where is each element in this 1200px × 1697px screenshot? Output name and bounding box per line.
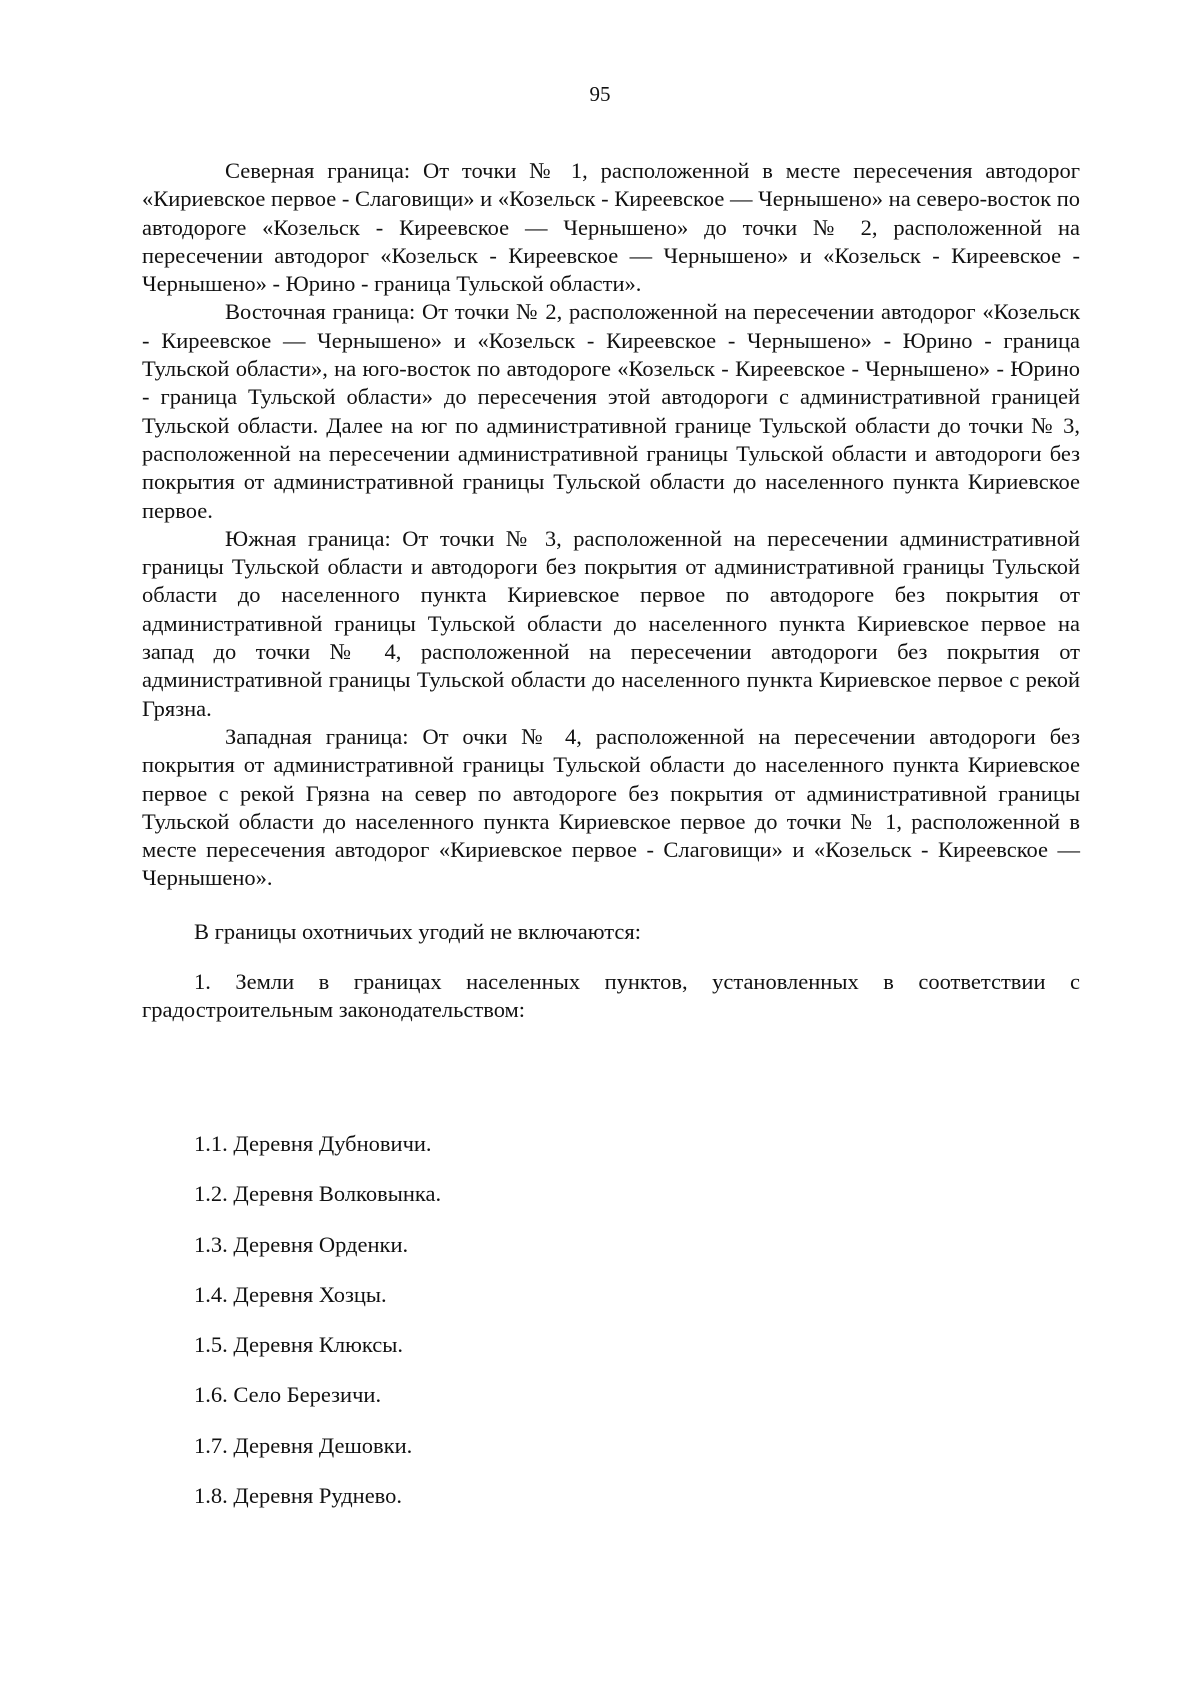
exclusions-intro-block: [142, 918, 1080, 946]
list-item: 1.3. Деревня Орденки.: [194, 1231, 409, 1257]
list-item: 1.7. Деревня Дешовки.: [194, 1432, 413, 1458]
page-number: 95: [589, 82, 611, 106]
list-item: 1.2. Деревня Волковынка.: [194, 1181, 442, 1207]
list-item: 1.1. Деревня Дубновичи.: [194, 1131, 432, 1156]
list-item: 1.5. Деревня Клюксы.: [194, 1332, 404, 1358]
exclusion-1-block: [142, 968, 1080, 1025]
list-item: 1.8. Деревня Руднево.: [194, 1483, 403, 1509]
settlement-list: [142, 1130, 1080, 1532]
list-item: 1.4. Деревня Хозцы.: [194, 1281, 387, 1307]
exclusion-1: 1. Земли в границах населенных пунктов, установленных в соответствии с градостроительным законодательством:: [142, 969, 1080, 1023]
east-boundary-paragraph: Восточная граница: От точки № 2, расположенной на пересечении автодорог «Козельск - Киреевское — Чернышено» и «Козельск - Киреевское - Чернышено» - Юрино - граница Тульской области», на юго-восток по автодороге «Козельск - Киреевское - Чернышено» - Юрино - граница Тульской области» до пересечения этой автодороги с административной границей Тульской области. Далее на юг по административной границе Тульской области до точки № 3, расположенной на пересечении административной границы Тульской области и автодороги без покрытия от административной границы Тульской области до населенного пункта Кириевское первое.: [142, 299, 1080, 523]
west-boundary-paragraph: Западная граница: От очки № 4, расположенной на пересечении автодороги без покрытия от административной границы Тульской области до населенного пункта Кириевское первое с рекой Грязна на север по автодороге без покрытия от административной границы Тульской области до населенного пункта Кириевское первое до точки № 1, расположенной в месте пересечения автодорог «Кириевское первое - Слаговищи» и «Козельск - Киреевское — Чернышено».: [142, 723, 1080, 891]
list-item: 1.6. Село Березичи.: [194, 1382, 382, 1408]
north-boundary-paragraph: Северная граница: От точки № 1, расположенной в месте пересечения автодорог «Кириевское первое - Слаговищи» и «Козельск - Киреевское — Чернышено» на северо-восток по автодороге «Козельск - Киреевское — Чернышено» до точки № 2, расположенной на пересечении автодорог «Козельск - Киреевское — Чернышено» и «Козельск - Киреевское - Чернышено» - Юрино - граница Тульской области».: [142, 158, 1080, 297]
exclusions-intro: В границы охотничьих угодий не включаются:: [194, 919, 641, 944]
boundary-description: [142, 157, 1080, 893]
south-boundary-paragraph: Южная граница: От точки № 3, расположенной на пересечении административной границы Тульской области и автодороги без покрытия от административной границы Тульской области до населенного пункта Кириевское первое по автодороге без покрытия от административной границы Тульской области до населенного пункта Кириевское первое на запад до точки № 4, расположенной на пересечении автодороги без покрытия от административной границы Тульской области до населенного пункта Кириевское первое с рекой Грязна.: [142, 525, 1080, 721]
